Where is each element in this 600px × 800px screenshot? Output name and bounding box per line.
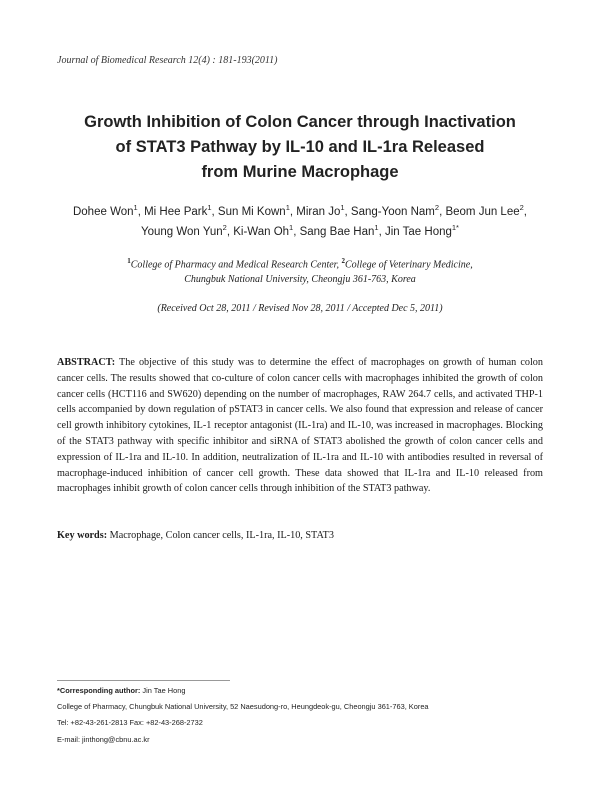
footnote-phone: Tel: +82-43-261-2813 Fax: +82-43-268-2732: [57, 718, 203, 728]
affiliation-line-2: Chungbuk National University, Cheongju 361-763, Korea: [184, 274, 416, 286]
author: Ki-Wan Oh$^1$: [233, 222, 294, 238]
footnote-address: College of Pharmacy, Chungbuk National University, 52 Naesudong-ro, Heungdeok-gu, Cheongju 361-763, Korea: [57, 702, 429, 712]
journal-citation: Journal of Biomedical Research 12(4) : 181-193(2011): [57, 55, 278, 66]
title-line: Growth Inhibition of Colon Cancer through Inactivation: [84, 113, 516, 131]
corresponding-author-line: [57, 686, 557, 696]
abstract-label: ABSTRACT:: [57, 357, 116, 368]
author: Sang Bae Han$^1$: [299, 222, 379, 238]
footnote-divider: [57, 680, 230, 681]
author-line-1: Dohee Won$^1$, Mi Hee Park$^1$, Sun Mi Kown$^1$, Miran Jo$^1$, Sang-Yoon Nam$^2$, Beom Jun Lee$^2$,: [72, 203, 527, 218]
title-line: from Murine Macrophage: [201, 163, 399, 181]
author: Dohee Won$^1$: [72, 203, 138, 218]
author: Jin Tae Hong$^{1*}$: [384, 222, 459, 238]
footnote-email: E-mail: jinthong@cbnu.ac.kr: [57, 734, 150, 744]
author: Sun Mi Kown$^1$: [217, 203, 290, 218]
keywords: [57, 528, 543, 543]
keywords-text: Macrophage, Colon cancer cells, IL-1ra, IL-10, STAT3: [109, 530, 334, 541]
author-list: [40, 200, 560, 240]
affiliation-line-1: $^1$College of Pharmacy and Medical Research Center, $^2$College of Veterinary Medicine,: [127, 257, 473, 271]
abstract: [57, 355, 543, 497]
author: Sang-Yoon Nam$^2$: [350, 203, 440, 218]
author: Young Won Yun$^2$: [141, 222, 227, 238]
abstract-text: The objective of this study was to determine the effect of macrophages on growth of human colon cancer cells. The results showed that co-culture of colon cancer cells with macrophages inhibited the growth of colon cancer cells (HCT116 and SW620) depending on the number of macrophages, RAW 264.7 cells, and activated THP-1 cells accompanied by down regulation of pSTAT3 in cancer cells. We also found that expression and release of cancer cell growth inhibitory cytokines, IL-1 receptor antagonist (IL-1ra) and IL-10, was increased in macrophages. Blocking of the STAT3 pathway with specific inhibitor and siRNA of STAT3 abolished the growth of colon cancer cells and expression of IL-1ra and IL-10. In addition, neutralization of IL-1ra and IL-10 with antibodies resulted in reversal of macrophage-induced inhibition of cancer cell growth. These data showed that IL-1ra and IL-10 released from macrophages inhibit growth of colon cancer cells through inhibition of the STAT3 pathway.: [57, 357, 543, 495]
author: Mi Hee Park$^1$: [144, 203, 212, 218]
corresponding-name: Jin Tae Hong: [142, 686, 186, 695]
affiliations: [40, 254, 560, 287]
title-line: of STAT3 Pathway by IL-10 and IL-1ra Released: [115, 138, 485, 156]
submission-dates: (Received Oct 28, 2011 / Revised Nov 28, 2011 / Accepted Dec 5, 2011): [157, 303, 443, 314]
author: Miran Jo$^1$: [296, 203, 345, 218]
keywords-label: Key words:: [57, 530, 108, 541]
corresponding-label: *Corresponding author:: [57, 686, 141, 695]
author-line-2: Young Won Yun$^2$, Ki-Wan Oh$^1$, Sang Bae Han$^1$, Jin Tae Hong$^{1*}$: [141, 222, 459, 238]
corresponding-author-footnote: [57, 686, 557, 745]
paper-title: [40, 110, 560, 185]
author: Beom Jun Lee$^2$: [445, 203, 524, 218]
